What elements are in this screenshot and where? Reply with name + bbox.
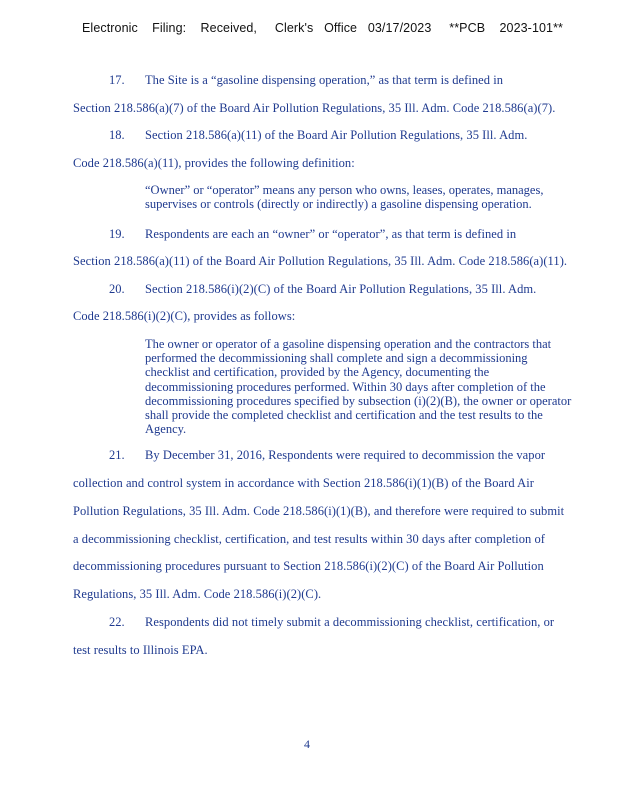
paragraph-22-line-2: test results to Illinois EPA.: [73, 643, 208, 657]
paragraph-text: Respondents are each an “owner” or “operator”, as that term is defined in: [145, 227, 517, 241]
paragraph-20-line-2: Code 218.586(i)(2)(C), provides as follows:: [73, 309, 296, 323]
paragraph-21-line-5: decommissioning procedures pursuant to Section 218.586(i)(2)(C) of the Board Air Pollution: [73, 559, 544, 573]
page-number: 4: [304, 737, 310, 751]
paragraph-text: The Site is a “gasoline dispensing operation,” as that term is defined in: [145, 73, 504, 87]
paragraph-number: 18.: [109, 128, 125, 142]
paragraph-19-line-1: [109, 227, 516, 242]
decommissioning-provision-quote: The owner or operator of a gasoline dispensing operation and the contractors that performed the decommissioning shall complete and sign a decommissioning checklist and certification, provided by the Agency, documenting the decommissioning procedures performed. Within 30 days after completion of the decommissioning procedures specified by subsection (i)(2)(B), the owner or operator shall provide the completed checklist and certification and the test results to the Agency.: [145, 337, 572, 437]
paragraph-text: Section 218.586(a)(11) of the Board Air Pollution Regulations, 35 Ill. Adm.: [145, 128, 528, 142]
paragraph-21-line-1: [109, 448, 545, 463]
paragraph-number: 22.: [109, 615, 125, 629]
paragraph-21-line-4: a decommissioning checklist, certification, and test results within 30 days after completion of: [73, 532, 545, 546]
filing-stamp-header: Electronic Filing: Received, Clerk's Office 03/17/2023 **PCB 2023-101**: [82, 21, 564, 35]
paragraph-text: By December 31, 2016, Respondents were required to decommission the vapor: [145, 448, 546, 462]
paragraph-number: 17.: [109, 73, 125, 87]
paragraph-21-line-3: Pollution Regulations, 35 Ill. Adm. Code 218.586(i)(1)(B), and therefore were required to submit: [73, 504, 565, 518]
paragraph-number: 21.: [109, 448, 125, 462]
paragraph-18-line-2: Code 218.586(a)(11), provides the following definition:: [73, 156, 355, 170]
paragraph-22-line-1: [109, 615, 554, 630]
paragraph-text: Respondents did not timely submit a decommissioning checklist, certification, or: [145, 615, 555, 629]
paragraph-18-line-1: [109, 128, 527, 143]
paragraph-20-line-1: [109, 282, 536, 297]
paragraph-19-line-2: Section 218.586(a)(11) of the Board Air Pollution Regulations, 35 Ill. Adm. Code 218.586(a)(11).: [73, 254, 568, 268]
owner-operator-definition-quote: “Owner” or “operator” means any person who owns, leases, operates, manages, supervises or controls (directly or indirectly) a gasoline dispensing operation.: [145, 183, 544, 212]
paragraph-number: 20.: [109, 282, 125, 296]
paragraph-number: 19.: [109, 227, 125, 241]
paragraph-21-line-2: collection and control system in accordance with Section 218.586(i)(1)(B) of the Board Air: [73, 476, 534, 490]
paragraph-17-line-2: Section 218.586(a)(7) of the Board Air Pollution Regulations, 35 Ill. Adm. Code 218.586(a)(7).: [73, 101, 556, 115]
paragraph-21-line-6: Regulations, 35 Ill. Adm. Code 218.586(i)(2)(C).: [73, 587, 322, 601]
paragraph-text: Section 218.586(i)(2)(C) of the Board Air Pollution Regulations, 35 Ill. Adm.: [145, 282, 537, 296]
paragraph-17-line-1: [109, 73, 503, 88]
